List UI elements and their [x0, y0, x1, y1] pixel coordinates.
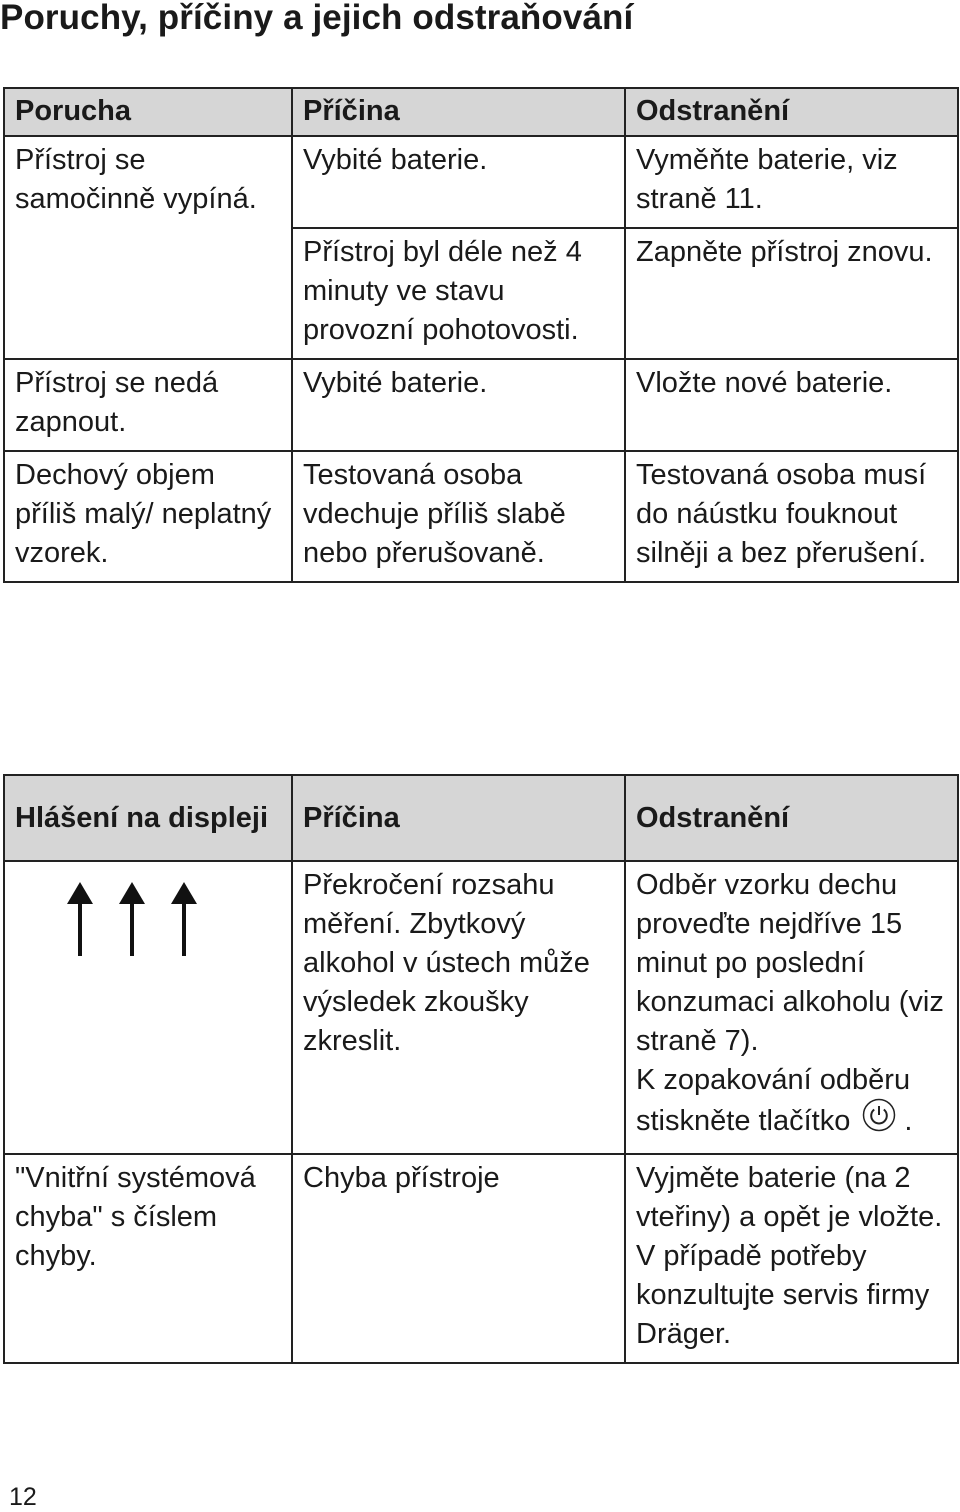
remedy-text: . — [904, 1105, 913, 1138]
power-button-icon — [862, 1098, 896, 1143]
table-row — [4, 359, 958, 451]
fault-cell: Přístroj se samočinně vypíná. — [4, 136, 292, 359]
remedy-cell: Zapněte přístroj znovu. — [625, 228, 958, 359]
table-row — [4, 1154, 958, 1363]
header-cause: Příčina — [292, 88, 625, 136]
header-remedy: Odstranění — [625, 88, 958, 136]
remedy-cell: Vyjměte baterie (na 2 vteřiny) a opět je vložte. V případě potřeby konzultujte servis firmy Dräger. — [625, 1154, 958, 1363]
display-cell — [4, 861, 292, 1154]
remedy-cell: Vložte nové baterie. — [625, 359, 958, 451]
page-number: 12 — [9, 1483, 37, 1511]
up-arrow-icon — [167, 882, 201, 967]
cause-cell: Chyba přístroje — [292, 1154, 625, 1363]
table-header-row — [4, 88, 958, 136]
cause-cell: Vybité baterie. — [292, 359, 625, 451]
cause-cell: Přístroj byl déle než 4 minuty ve stavu provozní pohotovosti. — [292, 228, 625, 359]
remedy-cell — [625, 861, 958, 1154]
page-title: Poruchy, příčiny a jejich odstraňování — [0, 0, 634, 37]
troubleshooting-table — [3, 87, 959, 583]
table-row — [4, 451, 958, 582]
header-fault: Porucha — [4, 88, 292, 136]
header-cause: Příčina — [292, 775, 625, 861]
header-remedy: Odstranění — [625, 775, 958, 861]
table-header-row — [4, 775, 958, 861]
fault-cell: Dechový objem příliš malý/ neplatný vzorek. — [4, 451, 292, 582]
cause-cell: Vybité baterie. — [292, 136, 625, 228]
cause-cell: Překročení rozsahu měření. Zbytkový alkohol v ústech může výsledek zkoušky zkreslit. — [292, 861, 625, 1154]
up-arrow-icon — [63, 882, 97, 967]
up-arrow-icon — [115, 882, 149, 967]
cause-cell: Testovaná osoba vdechuje příliš slabě nebo přerušovaně. — [292, 451, 625, 582]
header-display-message: Hlášení na displeji — [4, 775, 292, 861]
display-cell: "Vnitřní systémová chyba" s číslem chyby. — [4, 1154, 292, 1363]
table-row — [4, 861, 958, 1154]
remedy-cell: Vyměňte baterie, viz straně 11. — [625, 136, 958, 228]
remedy-cell: Testovaná osoba musí do náústku fouknout silněji a bez přerušení. — [625, 451, 958, 582]
fault-cell: Přístroj se nedá zapnout. — [4, 359, 292, 451]
display-messages-table — [3, 774, 959, 1364]
remedy-text: K zopakování odběru stiskněte tlačítko — [636, 1064, 911, 1138]
table-row — [4, 136, 958, 228]
remedy-text: Odběr vzorku dechu proveďte nejdříve 15 minut po poslední konzumaci alkoholu (viz straně 7). — [636, 869, 944, 1057]
